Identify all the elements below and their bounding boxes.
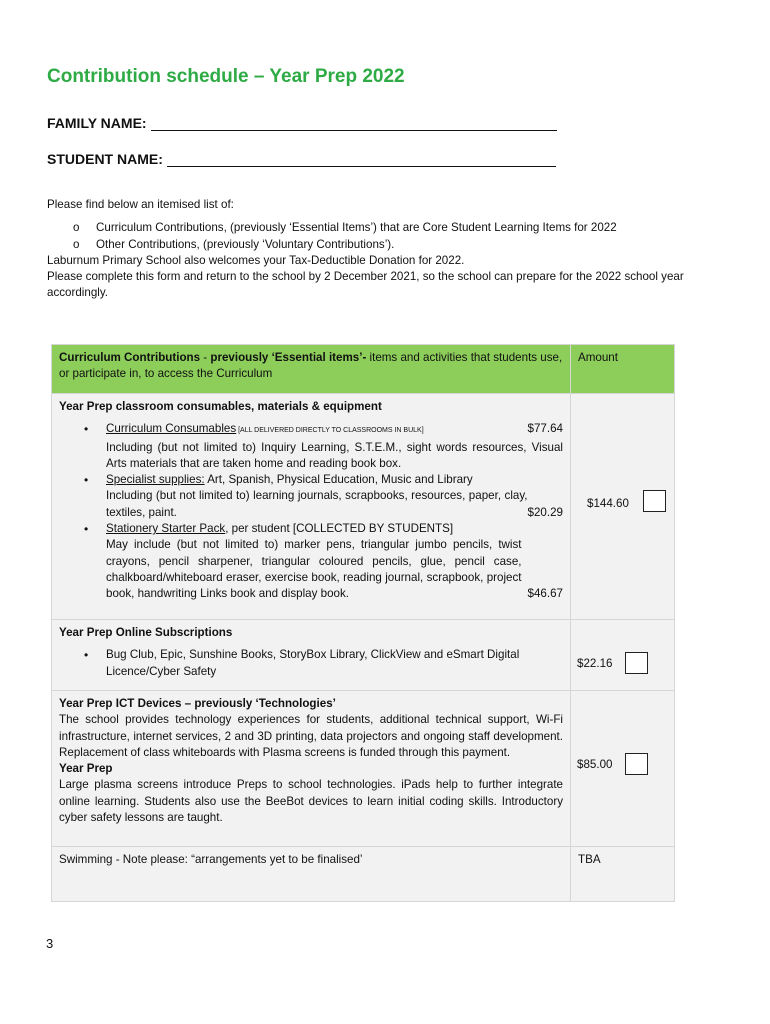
table-header-row (52, 345, 675, 394)
online-heading: Year Prep Online Subscriptions (59, 626, 233, 639)
table-row-ict (52, 691, 675, 847)
intro-donation-line: Laburnum Primary School also welcomes your Tax-Deductible Donation for 2022. (47, 253, 465, 267)
intro-return-line: Please complete this form and return to the school by 2 December 2021, so the school can prepare for the 2022 school year accordingly. (47, 270, 684, 300)
table-row-consumables (52, 394, 675, 620)
ict-amount-cell (571, 691, 675, 847)
online-total: $22.16 (577, 657, 613, 670)
intro-lead: Please find below an itemised list of: (47, 198, 234, 211)
ict-cell (52, 691, 571, 847)
page-title: Contribution schedule – Year Prep 2022 (47, 66, 405, 87)
swimming-amount: TBA (571, 847, 675, 902)
page-number: 3 (46, 936, 54, 951)
family-name-field (47, 115, 557, 131)
list-item: • Specialist supplies: Art, Spanish, Physical Education, Music and Library Including (but not limited to) learning journals, scrapbooks, resources, paper, clay, textiles, paint. $20.29 (106, 472, 563, 521)
family-name-line[interactable] (151, 116, 557, 131)
swimming-cell: Swimming - Note please: “arrangements yet to be finalised’ (52, 847, 571, 902)
online-list (59, 647, 563, 680)
table-row-swimming (52, 847, 675, 902)
list-item: • Curriculum Consumables [ALL DELIVERED DIRECTLY TO CLASSROOMS IN BULK] $77.64 Including (but not limited to) Inquiry Learning, S.T.E.M., sight words resources, Visual Arts materials that are taken home and reading book box. (106, 421, 563, 472)
list-item: • Stationery Starter Pack, per student [COLLECTED BY STUDENTS] May include (but not limited to) marker pens, triangular jumbo pencils, twist crayons, pencil sharpener, triangular coloured pencils, glue, pencil case, chalkboard/whiteboard eraser, exercise book, reading journal, scrapbook, project book, handwriting Links book and display book. $46.67 (106, 521, 563, 602)
contribution-table (51, 344, 675, 902)
ict-total: $85.00 (577, 758, 613, 771)
consumables-cell (52, 394, 571, 620)
header-description: Curriculum Contributions - previously ‘Essential items’- items and activities that students use, or participate in, to access the Curriculum (52, 345, 571, 394)
intro-bullet: o Other Contributions, (previously ‘Voluntary Contributions’). (73, 237, 395, 251)
consumables-amount-cell (571, 394, 675, 620)
ict-subheading: Year Prep (59, 762, 113, 776)
student-name-label: STUDENT NAME: (47, 151, 163, 167)
student-name-field (47, 151, 556, 167)
table-row-online (52, 620, 675, 691)
consumables-heading: Year Prep classroom consumables, materials & equipment (59, 400, 382, 413)
intro-bullet: o Curriculum Contributions, (previously ‘Essential Items’) that are Core Student Learning Items for 2022 (73, 221, 617, 235)
student-name-line[interactable] (167, 152, 556, 167)
intro-text (47, 197, 687, 302)
consumables-total: $144.60 (587, 497, 629, 510)
list-item: • Bug Club, Epic, Sunshine Books, StoryBox Library, ClickView and eSmart Digital Licence/Cyber Safety (106, 647, 563, 680)
ict-checkbox[interactable] (625, 753, 648, 775)
family-name-label: FAMILY NAME: (47, 115, 147, 131)
header-amount: Amount (571, 345, 675, 394)
ict-heading: Year Prep ICT Devices – previously ‘Technologies’ (59, 697, 336, 710)
ict-text-prep: Large plasma screens introduce Preps to school technologies. iPads help to further integrate online learning. Students also use the BeeBot devices to learn initial coding skills. Introductory cyber safety lessons are taught. (59, 778, 563, 825)
consumables-list (59, 421, 563, 602)
consumables-checkbox[interactable] (643, 490, 666, 512)
online-cell (52, 620, 571, 691)
online-amount-cell (571, 620, 675, 691)
ict-text: The school provides technology experiences for students, additional technical support, Wi-Fi infrastructure, internet services, 2 and 3D printing, data projectors and ongoing staff development. Replacement of class whiteboards with Plasma screens is funded through this payment. (59, 713, 563, 759)
online-checkbox[interactable] (625, 652, 648, 674)
